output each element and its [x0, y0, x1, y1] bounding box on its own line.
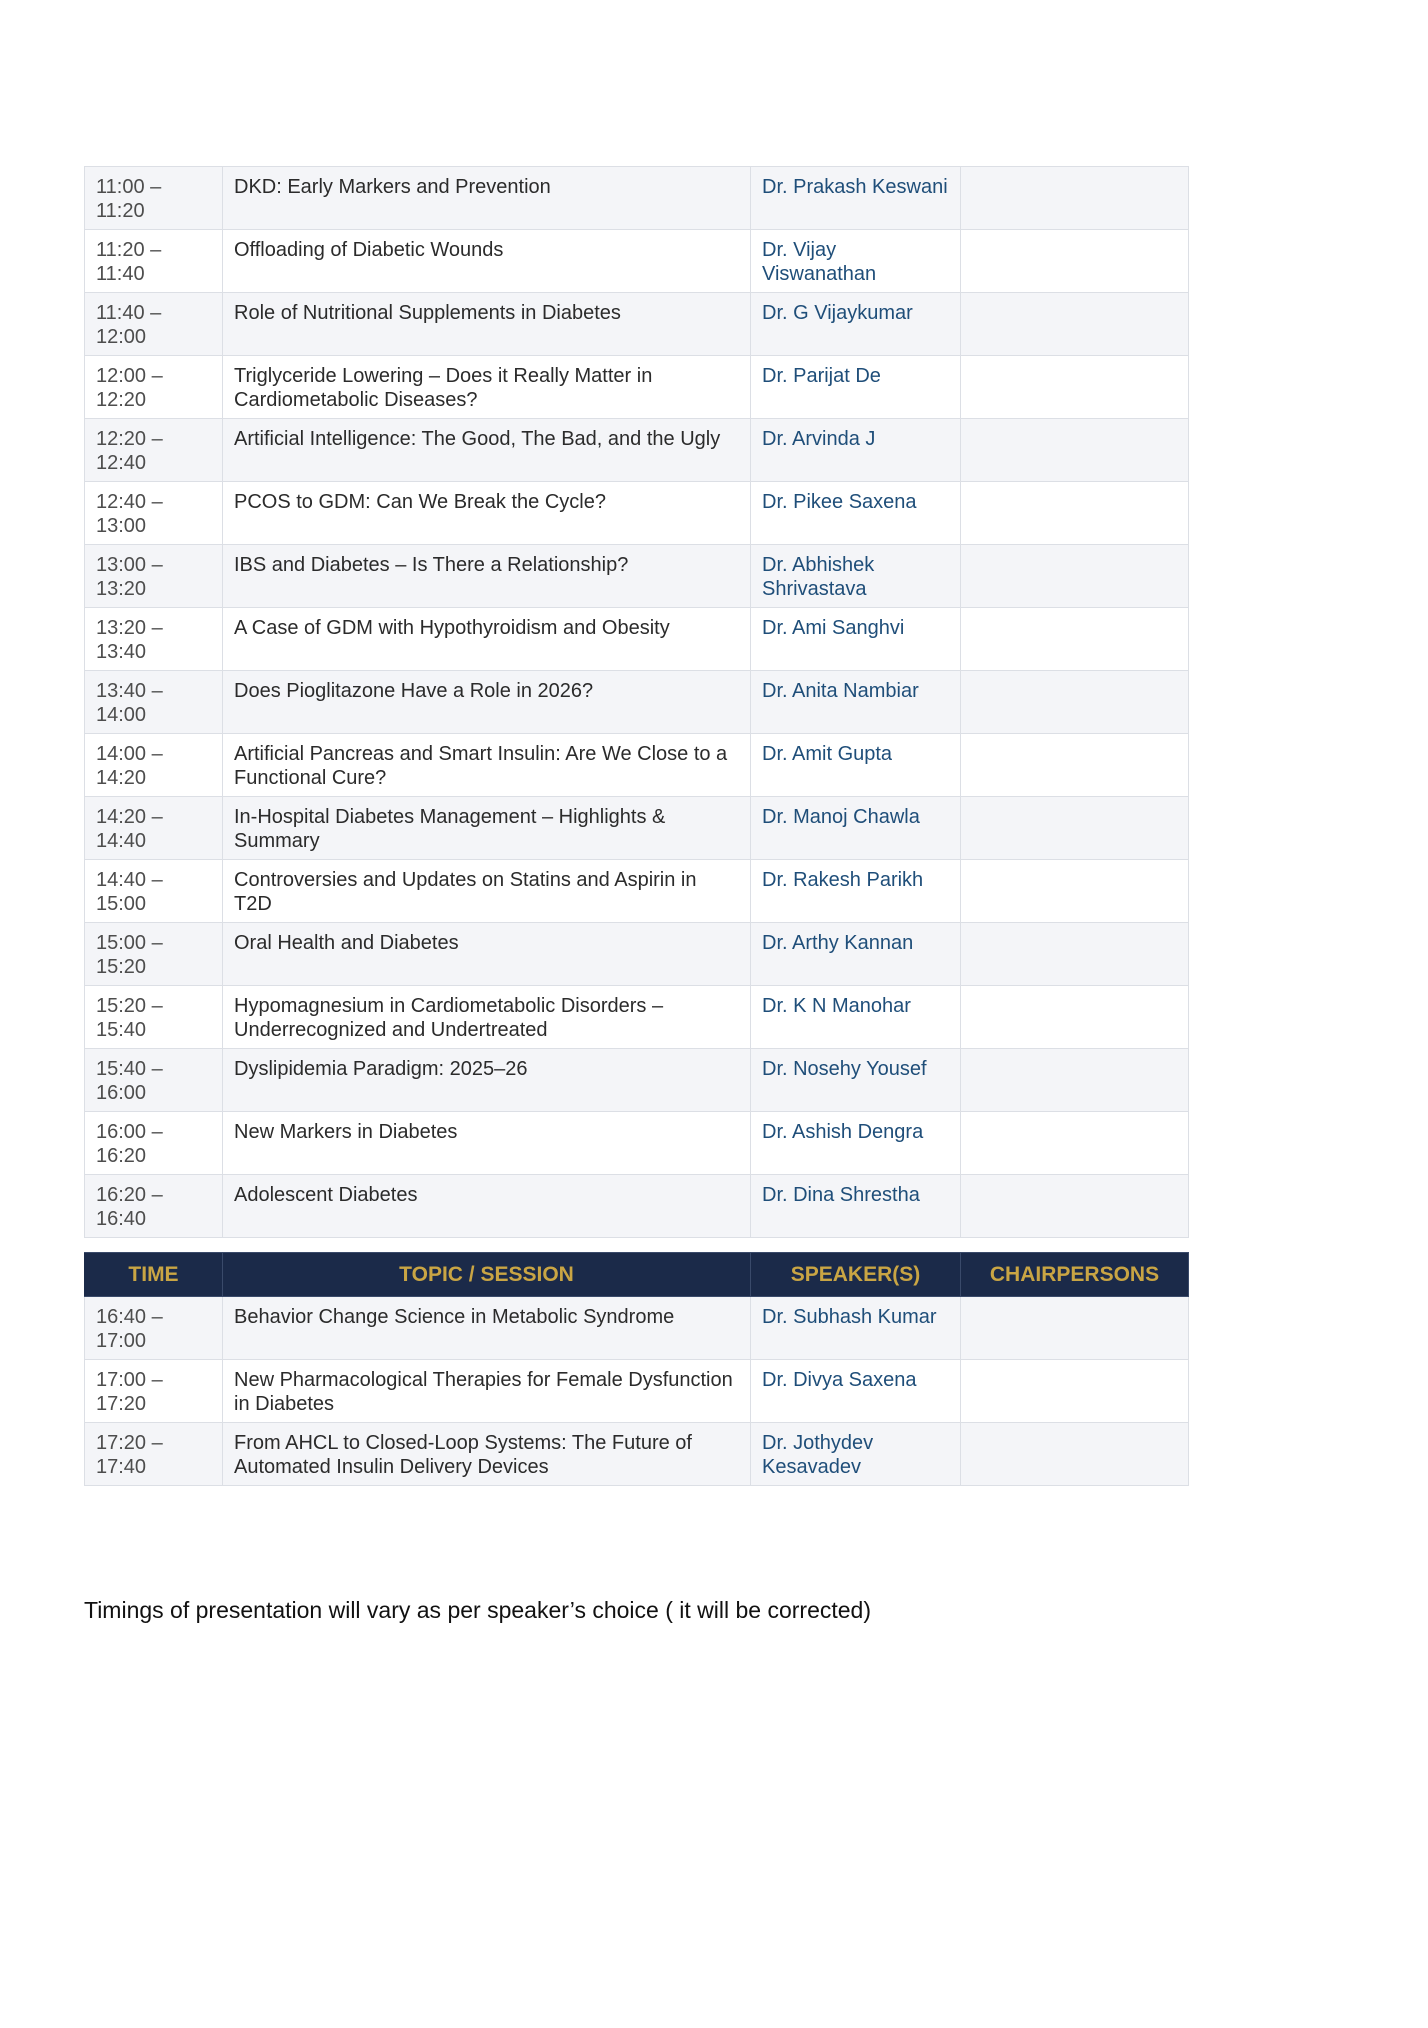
- topic-cell: New Markers in Diabetes: [223, 1112, 751, 1175]
- table-row: [85, 1112, 1189, 1175]
- time-cell: 16:00 – 16:20: [85, 1112, 223, 1175]
- topic-cell: Dyslipidemia Paradigm: 2025–26: [223, 1049, 751, 1112]
- topic-cell: From AHCL to Closed-Loop Systems: The Future of Automated Insulin Delivery Devices: [223, 1423, 751, 1486]
- topic-cell: A Case of GDM with Hypothyroidism and Obesity: [223, 608, 751, 671]
- table-row: [85, 671, 1189, 734]
- table-row: [85, 860, 1189, 923]
- timing-footnote: Timings of presentation will vary as per speaker’s choice ( it will be corrected): [84, 1597, 871, 1623]
- chairperson-cell: [961, 734, 1189, 797]
- chairperson-cell: [961, 356, 1189, 419]
- topic-cell: In-Hospital Diabetes Management – Highlights & Summary: [223, 797, 751, 860]
- time-cell: 14:00 – 14:20: [85, 734, 223, 797]
- topic-cell: DKD: Early Markers and Prevention: [223, 167, 751, 230]
- speaker-cell: Dr. Ami Sanghvi: [751, 608, 961, 671]
- speaker-cell: Dr. Dina Shrestha: [751, 1175, 961, 1238]
- topic-cell: Role of Nutritional Supplements in Diabetes: [223, 293, 751, 356]
- chairperson-cell: [961, 419, 1189, 482]
- speaker-cell: Dr. Vijay Viswanathan: [751, 230, 961, 293]
- topic-cell: Artificial Pancreas and Smart Insulin: Are We Close to a Functional Cure?: [223, 734, 751, 797]
- speaker-cell: Dr. Nosehy Yousef: [751, 1049, 961, 1112]
- topic-cell: Triglyceride Lowering – Does it Really Matter in Cardiometabolic Diseases?: [223, 356, 751, 419]
- speaker-cell: Dr. Abhishek Shrivastava: [751, 545, 961, 608]
- header-row: [85, 1253, 1189, 1297]
- chairperson-cell: [961, 482, 1189, 545]
- speaker-cell: Dr. Rakesh Parikh: [751, 860, 961, 923]
- chairpersons-column-header: CHAIRPERSONS: [961, 1253, 1189, 1297]
- speaker-cell: Dr. Jothydev Kesavadev: [751, 1423, 961, 1486]
- speaker-cell: Dr. Amit Gupta: [751, 734, 961, 797]
- table-row: [85, 734, 1189, 797]
- topic-cell: Adolescent Diabetes: [223, 1175, 751, 1238]
- time-cell: 13:20 – 13:40: [85, 608, 223, 671]
- time-cell: 15:20 – 15:40: [85, 986, 223, 1049]
- speaker-cell: Dr. Anita Nambiar: [751, 671, 961, 734]
- chairperson-cell: [961, 1175, 1189, 1238]
- chairperson-cell: [961, 230, 1189, 293]
- chairperson-cell: [961, 1360, 1189, 1423]
- table-row: [85, 797, 1189, 860]
- table-row: [85, 545, 1189, 608]
- chairperson-cell: [961, 293, 1189, 356]
- table-row: [85, 293, 1189, 356]
- chairperson-cell: [961, 986, 1189, 1049]
- topic-cell: Oral Health and Diabetes: [223, 923, 751, 986]
- speaker-cell: Dr. K N Manohar: [751, 986, 961, 1049]
- chairperson-cell: [961, 797, 1189, 860]
- time-cell: 17:00 – 17:20: [85, 1360, 223, 1423]
- time-cell: 11:40 – 12:00: [85, 293, 223, 356]
- table-row: [85, 608, 1189, 671]
- chairperson-cell: [961, 608, 1189, 671]
- speaker-cell: Dr. Pikee Saxena: [751, 482, 961, 545]
- time-cell: 12:20 – 12:40: [85, 419, 223, 482]
- topic-cell: New Pharmacological Therapies for Female Dysfunction in Diabetes: [223, 1360, 751, 1423]
- topic-cell: Hypomagnesium in Cardiometabolic Disorders – Underrecognized and Undertreated: [223, 986, 751, 1049]
- time-cell: 11:20 – 11:40: [85, 230, 223, 293]
- schedule-table-header: [85, 1253, 1189, 1297]
- time-cell: 13:40 – 14:00: [85, 671, 223, 734]
- table-row: [85, 1423, 1189, 1486]
- table-row: [85, 986, 1189, 1049]
- topic-cell: Artificial Intelligence: The Good, The Bad, and the Ugly: [223, 419, 751, 482]
- time-cell: 14:20 – 14:40: [85, 797, 223, 860]
- topic-cell: PCOS to GDM: Can We Break the Cycle?: [223, 482, 751, 545]
- topic-cell: Controversies and Updates on Statins and Aspirin in T2D: [223, 860, 751, 923]
- speaker-cell: Dr. Ashish Dengra: [751, 1112, 961, 1175]
- table-row: [85, 167, 1189, 230]
- table-row: [85, 1297, 1189, 1360]
- speaker-cell: Dr. Arthy Kannan: [751, 923, 961, 986]
- chairperson-cell: [961, 1112, 1189, 1175]
- topic-cell: Behavior Change Science in Metabolic Syndrome: [223, 1297, 751, 1360]
- schedule-table-body: [85, 167, 1189, 1238]
- schedule-table: [84, 1252, 1189, 1486]
- time-column-header: TIME: [85, 1253, 223, 1297]
- topic-cell: IBS and Diabetes – Is There a Relationship?: [223, 545, 751, 608]
- time-cell: 16:40 – 17:00: [85, 1297, 223, 1360]
- table-row: [85, 230, 1189, 293]
- time-cell: 15:40 – 16:00: [85, 1049, 223, 1112]
- speaker-cell: Dr. Parijat De: [751, 356, 961, 419]
- time-cell: 16:20 – 16:40: [85, 1175, 223, 1238]
- time-cell: 14:40 – 15:00: [85, 860, 223, 923]
- chairperson-cell: [961, 167, 1189, 230]
- chairperson-cell: [961, 545, 1189, 608]
- time-cell: 15:00 – 15:20: [85, 923, 223, 986]
- schedule-table-body: [85, 1297, 1189, 1486]
- time-cell: 17:20 – 17:40: [85, 1423, 223, 1486]
- table-row: [85, 1049, 1189, 1112]
- table-row: [85, 1175, 1189, 1238]
- table-row: [85, 482, 1189, 545]
- topic-column-header: TOPIC / SESSION: [223, 1253, 751, 1297]
- table-row: [85, 356, 1189, 419]
- time-cell: 12:00 – 12:20: [85, 356, 223, 419]
- table-row: [85, 923, 1189, 986]
- speaker-cell: Dr. Prakash Keswani: [751, 167, 961, 230]
- topic-cell: Offloading of Diabetic Wounds: [223, 230, 751, 293]
- chairperson-cell: [961, 1297, 1189, 1360]
- speaker-cell: Dr. Divya Saxena: [751, 1360, 961, 1423]
- speaker-cell: Dr. Manoj Chawla: [751, 797, 961, 860]
- chairperson-cell: [961, 671, 1189, 734]
- chairperson-cell: [961, 860, 1189, 923]
- chairperson-cell: [961, 1423, 1189, 1486]
- speaker-cell: Dr. G Vijaykumar: [751, 293, 961, 356]
- topic-cell: Does Pioglitazone Have a Role in 2026?: [223, 671, 751, 734]
- chairperson-cell: [961, 1049, 1189, 1112]
- time-cell: 11:00 – 11:20: [85, 167, 223, 230]
- time-cell: 12:40 – 13:00: [85, 482, 223, 545]
- speaker-cell: Dr. Arvinda J: [751, 419, 961, 482]
- time-cell: 13:00 – 13:20: [85, 545, 223, 608]
- table-row: [85, 419, 1189, 482]
- chairperson-cell: [961, 923, 1189, 986]
- speaker-column-header: SPEAKER(S): [751, 1253, 961, 1297]
- schedule-table-continued: [84, 166, 1189, 1238]
- table-row: [85, 1360, 1189, 1423]
- speaker-cell: Dr. Subhash Kumar: [751, 1297, 961, 1360]
